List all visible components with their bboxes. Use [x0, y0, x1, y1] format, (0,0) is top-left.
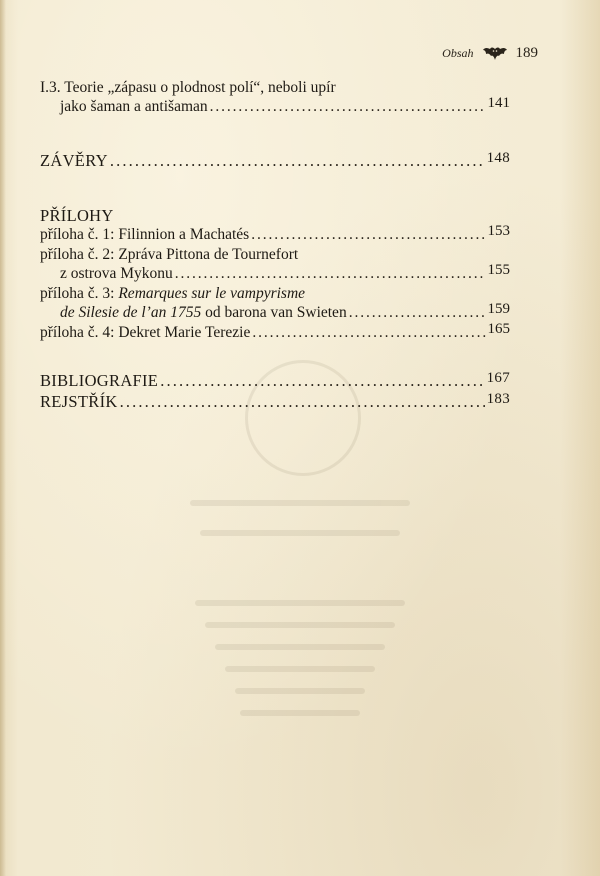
toc-leader-dots: [252, 323, 485, 342]
toc-entry-label: příloha č. 1: Filinnion a Machatés: [40, 226, 250, 243]
toc-entry-label-rest: od barona van Swieten: [201, 304, 347, 321]
toc-leader-dots: [110, 151, 485, 170]
toc-leader-dots: [120, 392, 485, 411]
toc-leader-dots: [160, 371, 484, 390]
toc-page-ref: 155: [487, 262, 510, 278]
toc-entry-label: z ostrova Mykonu: [60, 265, 173, 282]
page-binding-shadow: [0, 0, 6, 876]
toc-page-ref: 167: [486, 370, 510, 386]
toc-entry-priloha-3[interactable]: [40, 303, 510, 323]
toc-entry-label-italic: Remarques sur le vampyrisme: [118, 285, 306, 302]
toc-entry-priloha-1[interactable]: [40, 225, 510, 245]
toc-page-ref: 183: [486, 391, 510, 407]
toc-entry-priloha-2-line1: příloha č. 2: Zpráva Pittona de Tournefort: [40, 246, 299, 263]
toc-entry-label-prefix: příloha č. 3:: [40, 285, 119, 302]
bleed-through-watermark: [190, 360, 410, 780]
toc-entry-1-3-line1: I.3. Teorie „zápasu o plodnost polí“, neboli upír: [40, 79, 336, 96]
toc-entry-label-italic: de Silesie de l’an 1755: [60, 304, 202, 321]
toc-page-ref: 153: [487, 223, 510, 239]
toc-page-ref: 159: [487, 301, 510, 317]
toc-leader-dots: [210, 97, 486, 116]
toc-section-label: BIBLIOGRAFIE: [40, 371, 159, 390]
toc-page-ref: 148: [486, 150, 510, 166]
toc-section-label: ZÁVĚRY: [40, 151, 108, 170]
page-number: 189: [515, 45, 538, 61]
toc-page-ref: 165: [487, 321, 510, 337]
table-of-contents: [40, 78, 510, 413]
toc-entry-priloha-3-line1: [40, 284, 510, 303]
bat-ornament-icon: [482, 46, 508, 62]
toc-entry-bibliografie[interactable]: [40, 371, 510, 392]
toc-entry-priloha-4[interactable]: [40, 323, 510, 343]
running-header: [442, 45, 538, 62]
toc-leader-dots: [349, 303, 486, 322]
toc-leader-dots: [251, 225, 485, 244]
toc-section-prilohy-heading: PŘÍLOHY: [40, 206, 114, 225]
toc-entry-priloha-2[interactable]: [40, 264, 510, 284]
toc-entry-label: [60, 303, 347, 322]
toc-entry-zavery[interactable]: [40, 151, 510, 172]
toc-entry-label: jako šaman a antišaman: [60, 98, 208, 115]
toc-page-ref: 141: [487, 95, 510, 111]
toc-entry-1-3[interactable]: [40, 97, 510, 117]
toc-section-label: REJSTŘÍK: [40, 392, 118, 411]
toc-entry-label: příloha č. 4: Dekret Marie Terezie: [40, 324, 251, 341]
header-title: Obsah: [442, 46, 474, 60]
toc-entry-rejstrik[interactable]: [40, 392, 510, 413]
toc-leader-dots: [175, 264, 486, 283]
